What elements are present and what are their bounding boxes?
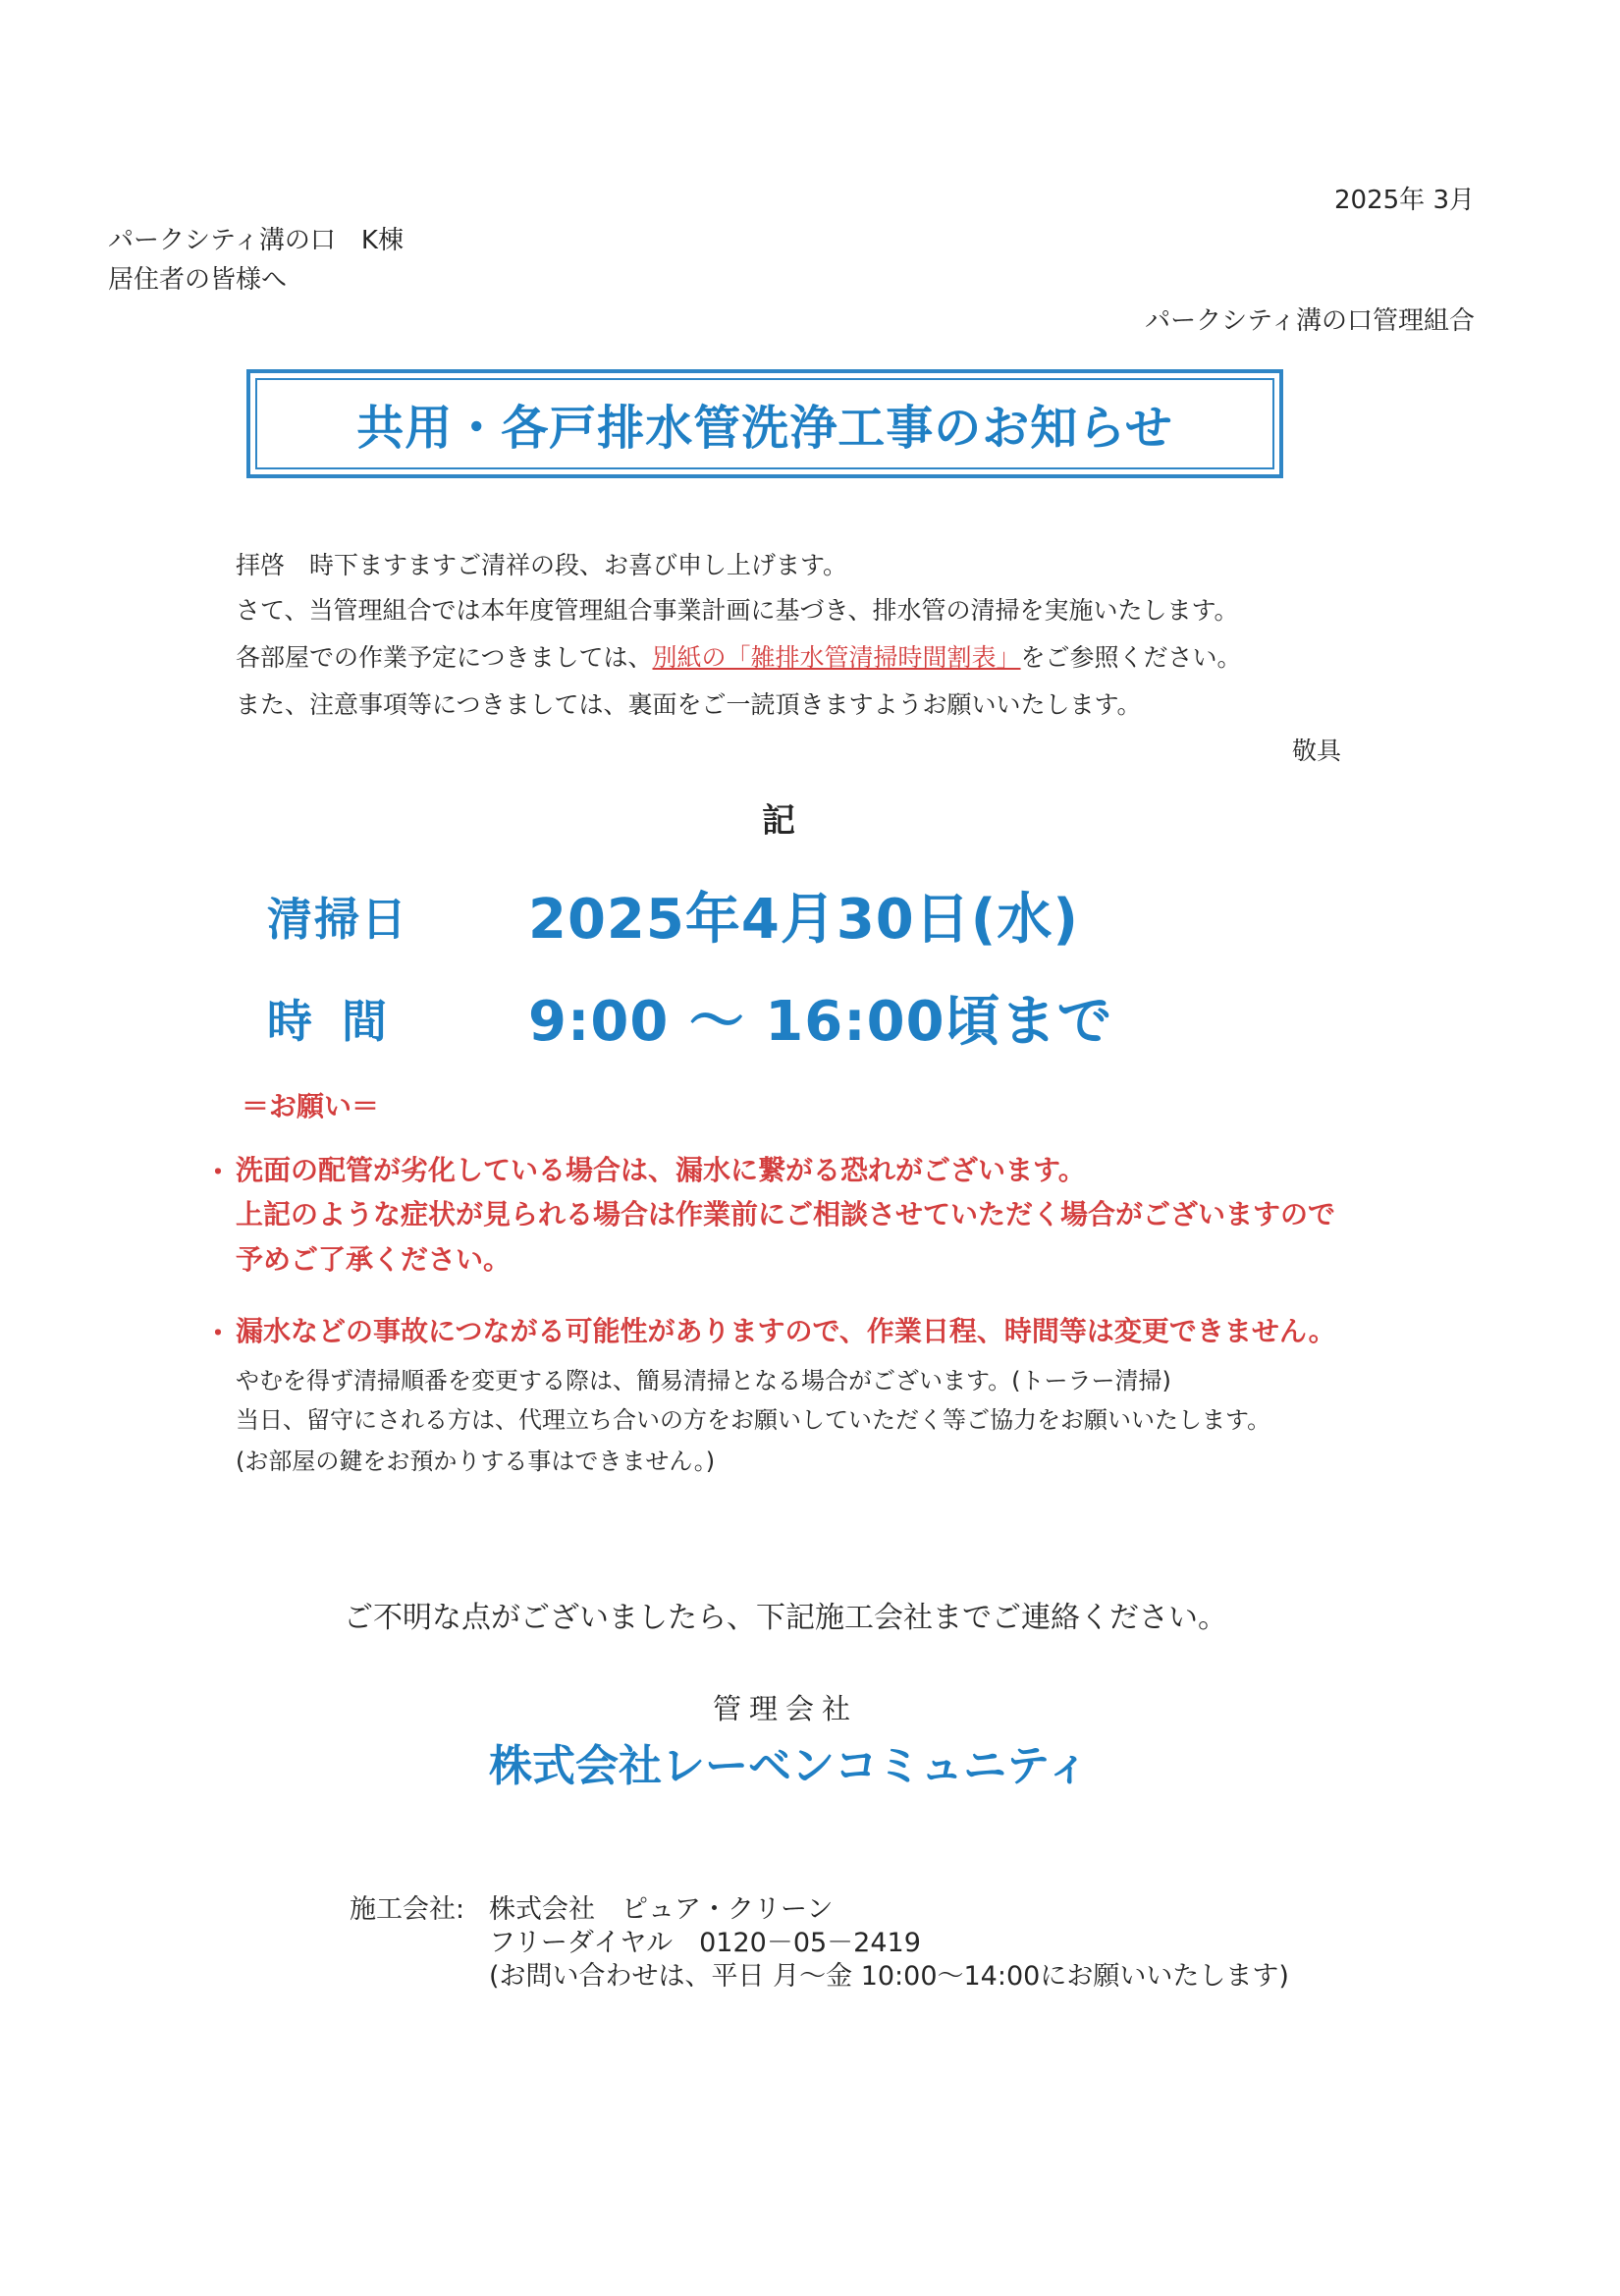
request-item-1-line-3: 予めご了承ください。 [236, 1243, 512, 1276]
body-greeting: 拝啓 時下ますますご清祥の段、お喜び申し上げます。 [236, 551, 848, 579]
contact-instruction: ご不明な点がございましたら、下記施工会社までご連絡ください。 [344, 1601, 1227, 1635]
request-item-1-line-2: 上記のような症状が見られる場合は作業前にご相談させていただく場合がございますので [236, 1198, 1336, 1230]
cleaning-date-label: 清掃日 [267, 893, 408, 946]
cleaning-time-label: 時間 [267, 995, 416, 1048]
schedule-sheet-reference: 別紙の「雑排水管清掃時間割表」 [652, 643, 1021, 672]
recipient-building: パークシティ溝の口 K棟 [108, 226, 404, 255]
cleaning-time-value: 9:00 ～ 16:00頃まで [528, 990, 1113, 1054]
title-frame-inner [255, 378, 1274, 469]
closing-salutation: 敬具 [1292, 737, 1342, 765]
title-frame [246, 369, 1283, 478]
contractor-label: 施工会社: [350, 1894, 465, 1925]
bullet-icon: ・ [204, 1317, 233, 1349]
bullet-icon: ・ [204, 1156, 233, 1188]
management-company-label: 管理会社 [713, 1692, 859, 1725]
contractor-name: 株式会社 ピュア・クリーン [489, 1894, 834, 1925]
body-purpose: さて、当管理組合では本年度管理組合事業計画に基づき、排水管の清掃を実施いたします。 [236, 596, 1239, 625]
body-schedule-pre: 各部屋での作業予定につきましては、 [236, 643, 653, 672]
management-company-name: 株式会社レーベンコミュニティ [489, 1741, 1090, 1791]
contractor-phone: フリーダイヤル 0120－05－2419 [489, 1928, 921, 1958]
page-title: 共用・各戸排水管洗浄工事のお知らせ [356, 401, 1173, 456]
contractor-hours: (お問い合わせは、平日 月～金 10:00～14:00にお願いいたします) [489, 1961, 1289, 1992]
request-heading: ＝お願い＝ [242, 1090, 380, 1122]
body-schedule-post: をご参照ください。 [1020, 643, 1242, 672]
request-item-2-line-1: 漏水などの事故につながる可能性がありますので、作業日程、時間等は変更できません。 [236, 1315, 1336, 1347]
body-schedule-reference [236, 638, 1242, 674]
body-notes-reference: また、注意事項等につきましては、裏面をご一読頂きますようお願いいたします。 [236, 690, 1142, 719]
document-date: 2025年 3月 [1334, 186, 1475, 215]
recipient-residents: 居住者の皆様へ [108, 265, 288, 295]
request-note-1: やむを得ず清掃順番を変更する際は、簡易清掃となる場合がございます。(トーラー清掃) [236, 1367, 1171, 1394]
request-note-2: 当日、留守にされる方は、代理立ち合いの方をお願いしていただく等ご協力をお願いいたします。 [236, 1406, 1271, 1434]
request-item-1-line-1: 洗面の配管が劣化している場合は、漏水に繋がる恐れがございます。 [236, 1154, 1086, 1186]
request-note-3: (お部屋の鍵をお預かりする事はできません。) [236, 1448, 716, 1475]
ki-heading: 記 [762, 801, 795, 841]
cleaning-date-value: 2025年4月30日(水) [528, 888, 1079, 952]
sender-name: パークシティ溝の口管理組合 [1145, 306, 1475, 336]
